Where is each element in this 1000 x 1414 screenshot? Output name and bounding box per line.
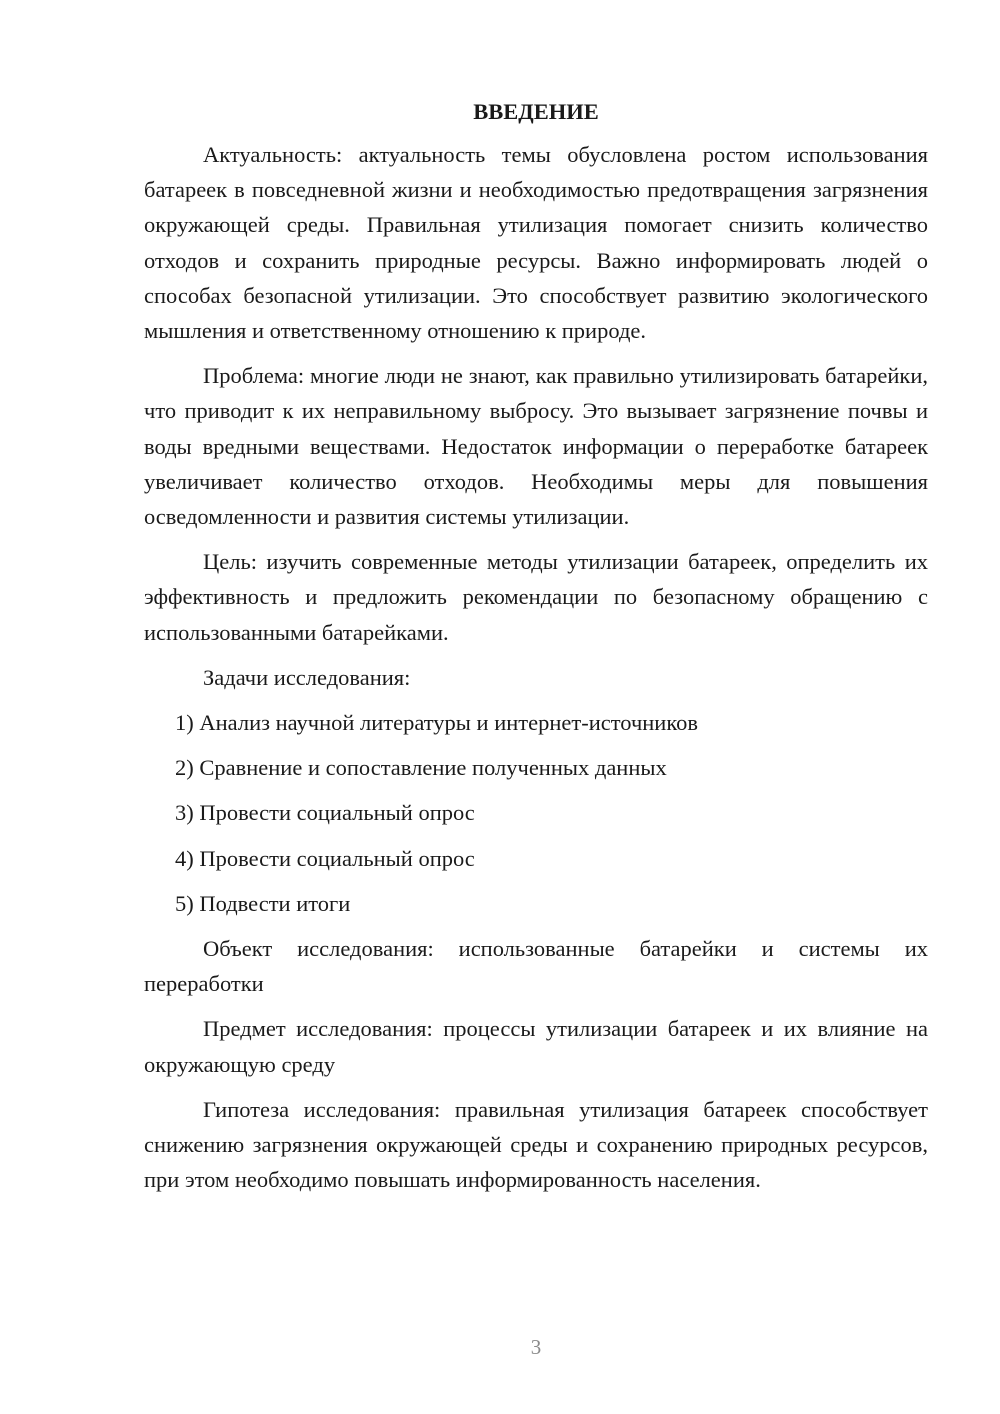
hypothesis-paragraph: Гипотеза исследования: правильная утилизация батареек способствует снижению загрязнения окружающей среды и сохранению природных ресурсов, при этом необходимо повышать информированность населения. [144,1096,928,1193]
task-item: 3) Провести социальный опрос [175,800,475,826]
task-item: 1) Анализ научной литературы и интернет-источников [175,710,699,736]
relevance-paragraph: Актуальность: актуальность темы обусловлена ростом использования батареек в повседневной жизни и необходимостью предотвращения загрязнения окружающей среды. Правильная утилизация помогает снизить количество отходов и сохранить природные ресурсы. Важно информировать людей о способах безопасной утилизации. Это способствует развитию экологического мышления и ответственному отношению к природе. [144,142,928,344]
tasks-heading: Задачи исследования: [203,664,411,690]
subject-paragraph: Предмет исследования: процессы утилизации батареек и их влияние на окружающую среду [144,1016,928,1077]
page-number: 3 [530,1335,542,1359]
page-title: ВВЕДЕНИЕ [473,99,599,124]
object-paragraph: Объект исследования: использованные батарейки и системы их переработки [144,936,928,997]
page-content [144,94,928,1207]
tasks-list [144,705,928,921]
task-item: 5) Подвести итоги [175,890,351,916]
task-item: 4) Провести социальный опрос [175,845,475,871]
task-item: 2) Сравнение и сопоставление полученных данных [175,755,667,781]
problem-paragraph: Проблема: многие люди не знают, как правильно утилизировать батарейки, что приводит к их неправильному выбросу. Это вызывает загрязнение почвы и воды вредными веществами. Недостаток информации о переработке батареек увеличивает количество отходов. Необходимы меры для повышения осведомленности и развития системы утилизации. [144,363,928,530]
goal-paragraph: Цель: изучить современные методы утилизации батареек, определить их эффективность и предложить рекомендации по безопасному обращению с использованными батарейками. [144,549,928,645]
